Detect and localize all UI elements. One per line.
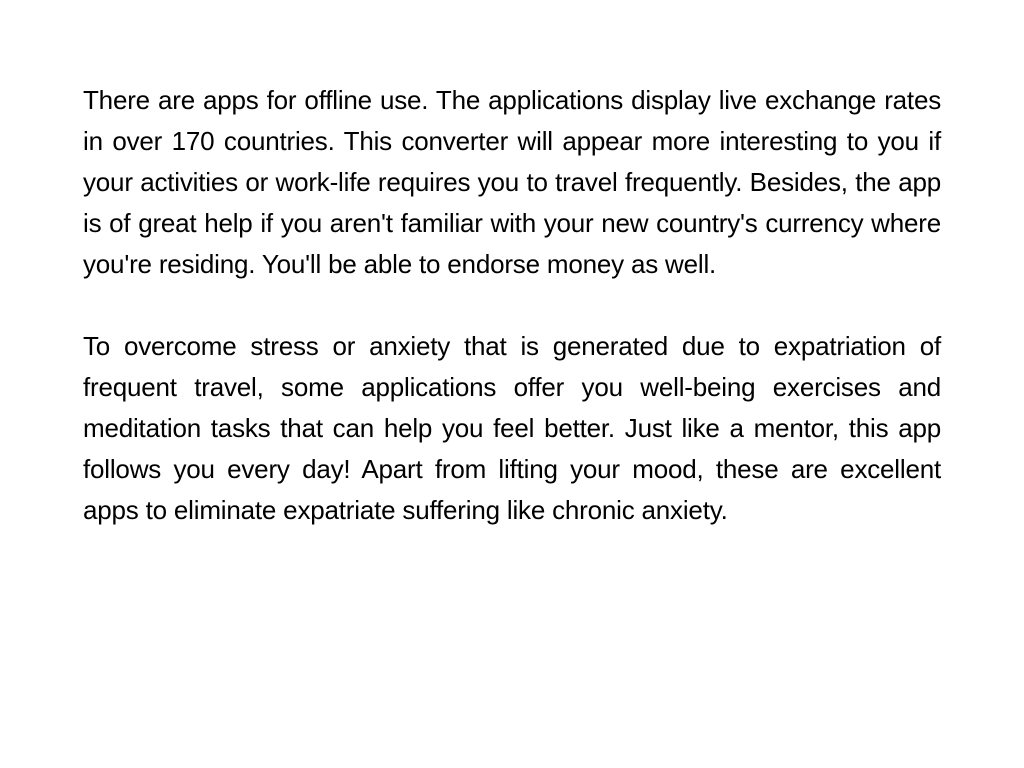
paragraph-wellbeing-apps: To overcome stress or anxiety that is generated due to expatriation of frequent travel, some applications offer you well-being exercises and meditation tasks that can help you feel better. Just like a mentor, this app follows you every day! Apart from lifting your mood, these are excellent apps to eliminate expatriate suffering like chronic anxiety. [83, 331, 941, 525]
paragraph-offline-apps: There are apps for offline use. The applications display live exchange rates in over 170 countries. This converter will appear more interesting to you if your activities or work-life requires you to travel frequently. Besides, the app is of great help if you aren't familiar with your new country's currency where you're residing. You'll be able to endorse money as well. [83, 85, 941, 279]
slide-text-body [83, 80, 941, 531]
